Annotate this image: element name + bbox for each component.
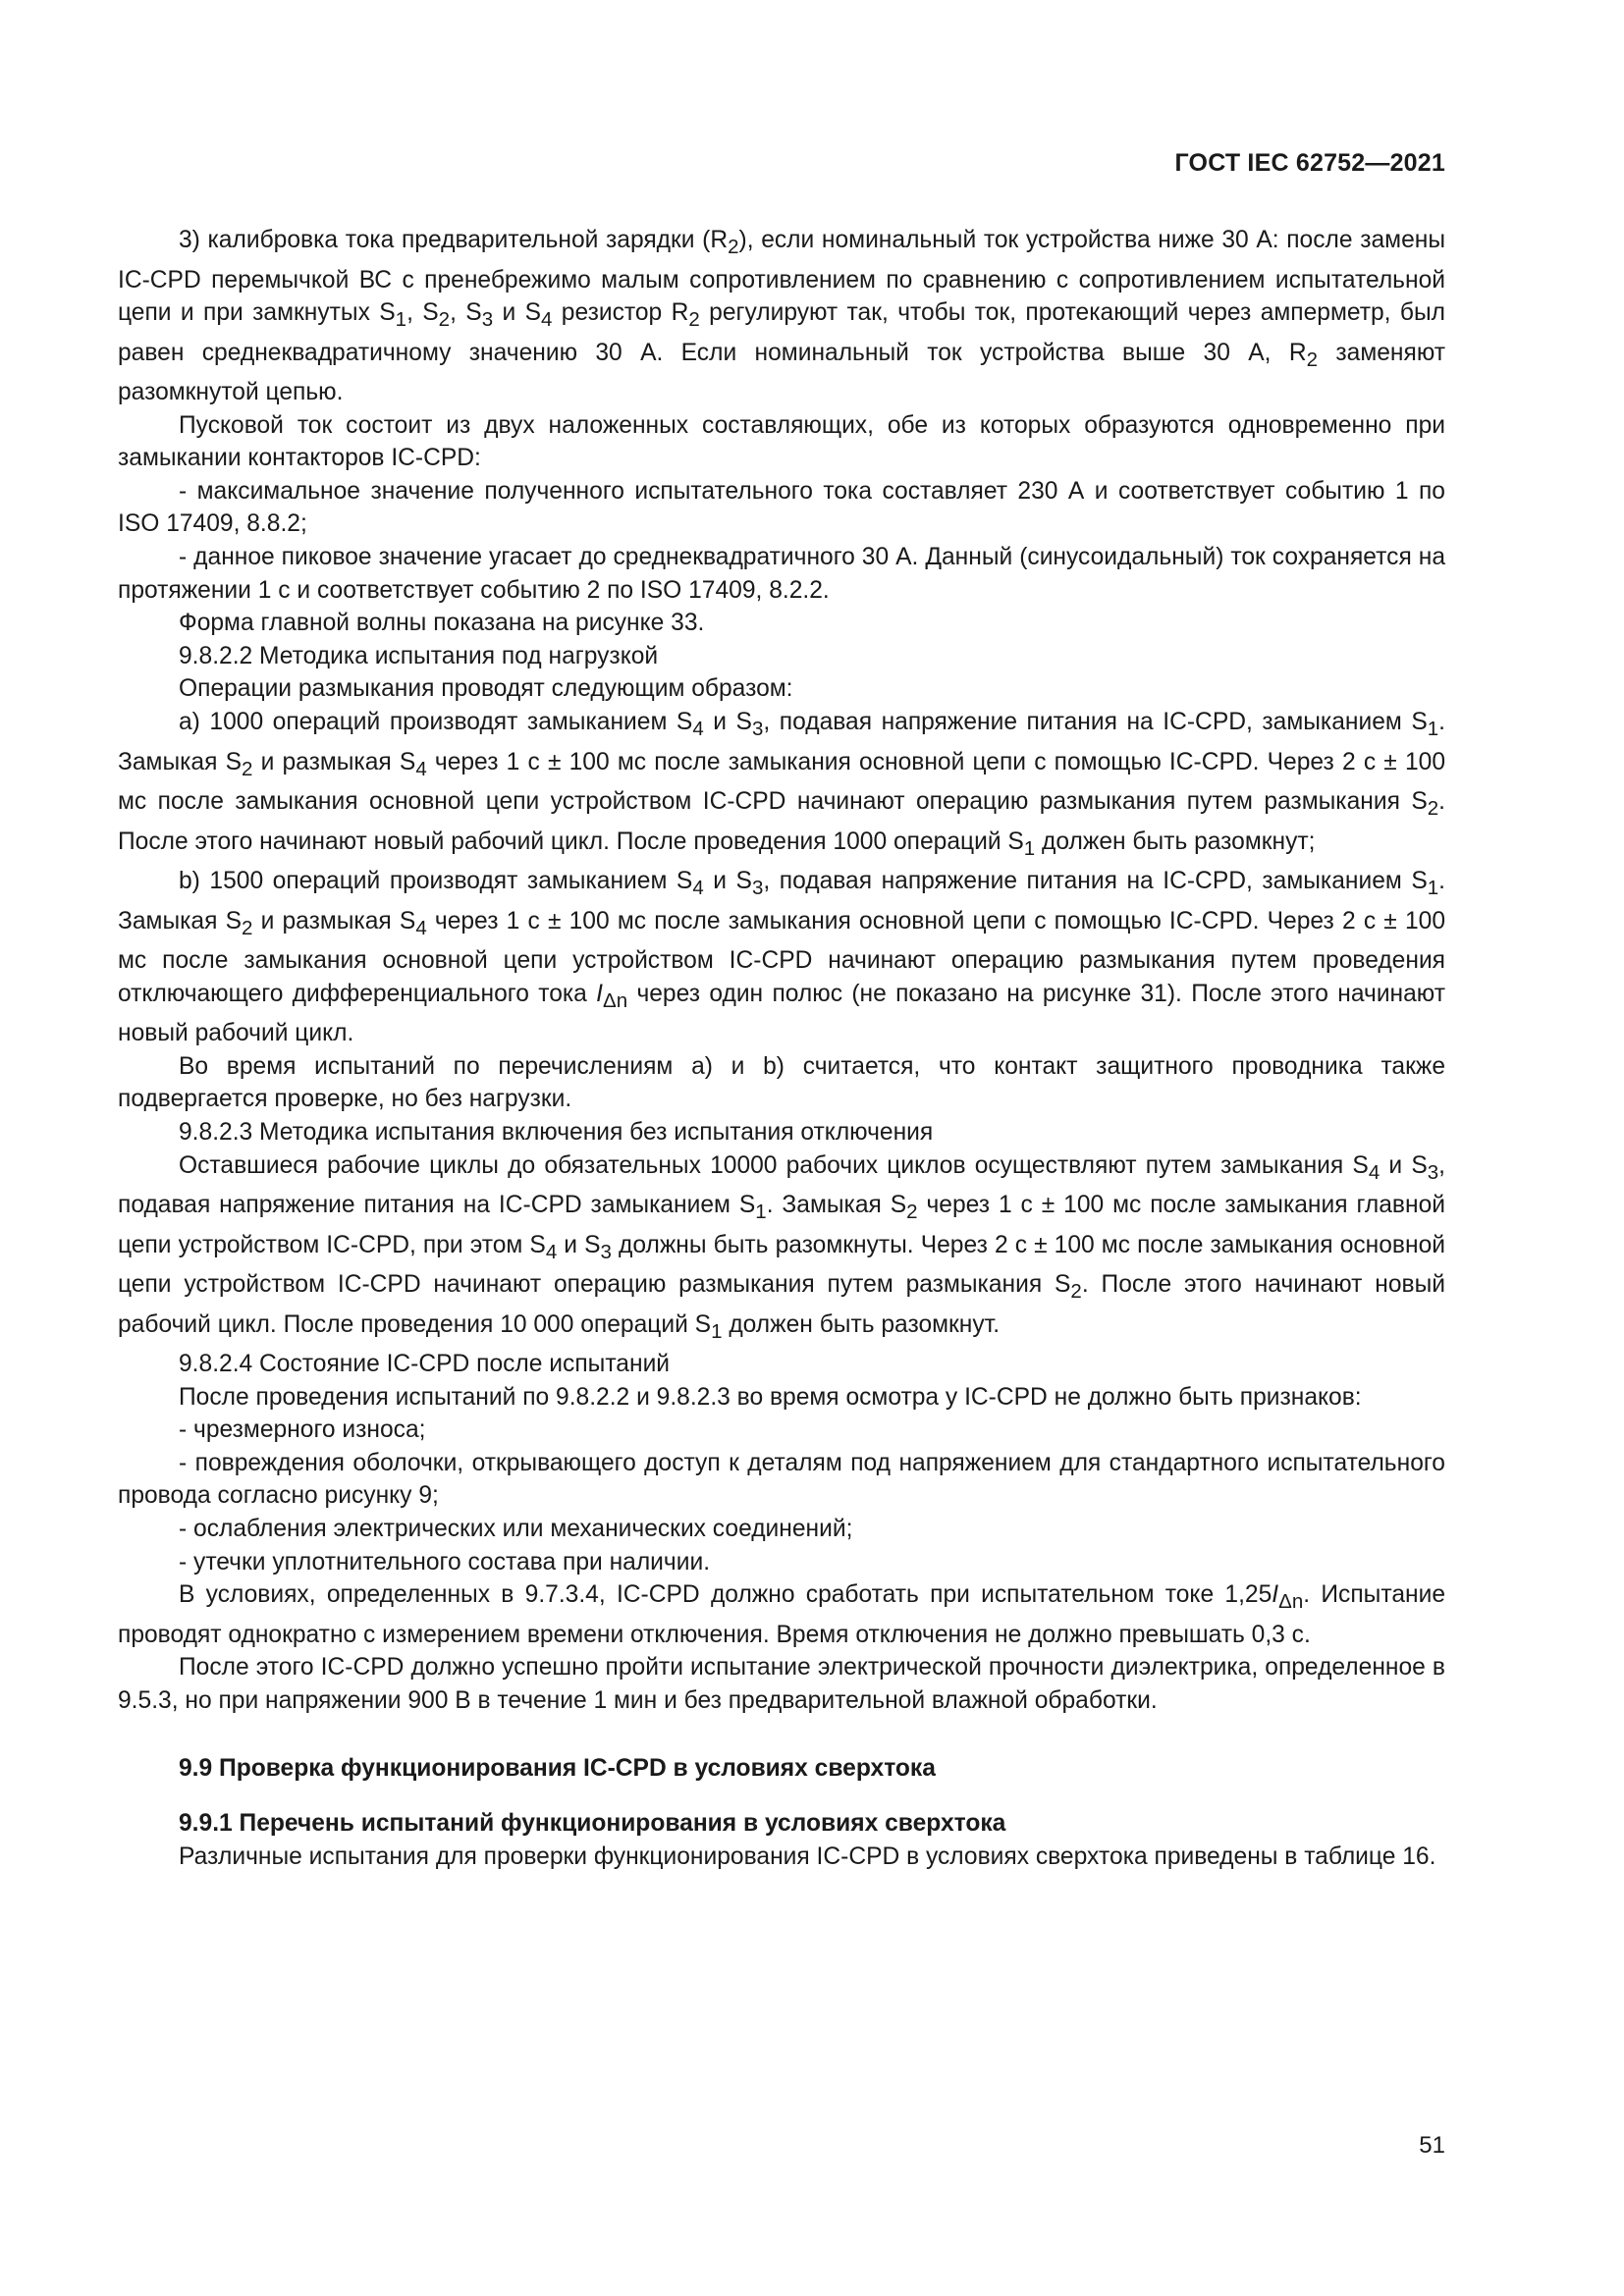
paragraph: Операции размыкания проводят следующим образом: xyxy=(179,675,793,703)
section-heading-9-9: 9.9 Проверка функционирования IC-CPD в условиях сверхтока xyxy=(179,1755,936,1783)
paragraph: Различные испытания для проверки функционирования IC-CPD в условиях сверхтока приведены в таблице 16. xyxy=(179,1842,1436,1870)
paragraph: Оставшиеся рабочие циклы до обязательных 10000 рабочих циклов осуществляют путем замыкания $S_4$ и $S_3$, подавая напряжение питания на IC-CPD замыканием $S_1$. Замыкая $S_2$ через 1 с ± 100 мс после замыкания главной цепи устройством IC-CPD, при этом $S_4$ и $S_3$ должны быть разомкнуты. Через 2 с ± 100 мс после замыкания основной цепи устройством IC-CPD начинают операцию размыкания путем размыкания $S_2$. После этого начинают новый рабочий цикл. После проведения 10 000 операций $S_1$ должен быть разомкнут. xyxy=(118,1151,1445,1343)
paragraph: 3) калибровка тока предварительной зарядки $(R_2)$, если номинальный ток устройства ниже 30 А: после замены IC-CPD перемычкой ВС с пренебрежимо малым сопротивлением по сравнению с сопротивлением испытательной цепи и при замкнутых $S_1$, $S_2$, $S_3$ и $S_4$ резистор $R_2$ регулируют так, чтобы ток, протекающий через амперметр, был равен среднеквадратичному значению 30 А. Если номинальный ток устройства выше 30 А, $R_2$ заменяют разомкнутой цепью. xyxy=(118,227,1446,406)
list-item: - утечки уплотнительного состава при наличии. xyxy=(179,1548,711,1575)
paragraph: После этого IC-CPD должно успешно пройти испытание электрической прочности диэлектрика, определенное в 9.5.3, но при напряжении 900 В в течение 1 мин и без предварительной влажной обработки. xyxy=(118,1654,1445,1714)
document-header: ГОСТ IEC 62752—2021 xyxy=(1174,149,1445,177)
list-item: - чрезмерного износа; xyxy=(179,1416,426,1444)
subsection-heading: 9.8.2.2 Методика испытания под нагрузкой xyxy=(179,642,659,669)
subsection-heading: 9.8.2.4 Состояние IC-CPD после испытаний xyxy=(179,1351,671,1377)
subsection-heading: 9.8.2.3 Методика испытания включения без испытания отключения xyxy=(179,1118,934,1146)
list-item: b) 1500 операций производят замыканием $S_4$ и $S_3$, подавая напряжение питания на IC-CPD, замыканием $S_1$. Замыкая $S_2$ и размыкая $S_4$ через 1 с ± 100 мс после замыкания основной цепи с помощью IC-CPD. Через 2 с ± 100 мс после замыкания основной цепи устройством IC-CPD начинают операцию размыкания путем проведения отключающего дифференциального тока $I_{\Delta n}$ через один полюс (не показано на рисунке 31). После этого начинают новый рабочий цикл. xyxy=(118,868,1445,1047)
list-item: - повреждения оболочки, открывающего доступ к деталям под напряжением для стандартного испытательного провода согласно рисунку 9; xyxy=(118,1449,1445,1510)
paragraph: Пусковой ток состоит из двух наложенных составляющих, обе из которых образуются одновременно при замыкании контакторов IC-CPD: xyxy=(118,411,1445,472)
list-item: - данное пиковое значение угасает до среднеквадратичного 30 А. Данный (синусоидальный) ток сохраняется на протяжении 1 с и соответствует событию 2 по ISO 17409, 8.2.2. xyxy=(118,544,1445,604)
section-heading-9-9-1: 9.9.1 Перечень испытаний функционирования в условиях сверхтока xyxy=(179,1810,1006,1838)
paragraph: Форма главной волны показана на рисунке 33. xyxy=(179,610,705,637)
paragraph: После проведения испытаний по 9.8.2.2 и 9.8.2.3 во время осмотра у IC-CPD не должно быть признаков: xyxy=(179,1383,1362,1411)
paragraph: Во время испытаний по перечислениям a) и b) считается, что контакт защитного проводника также подвергается проверке, но без нагрузки. xyxy=(118,1052,1445,1113)
list-item: - ослабления электрических или механических соединений; xyxy=(179,1515,853,1542)
paragraph: В условиях, определенных в 9.7.3.4, IC-CPD должно сработать при испытательном токе $1,25I_{\Delta n}$. Испытание проводят однократно с измерением времени отключения. Время отключения не должно превышать 0,3 с. xyxy=(118,1581,1445,1648)
list-item: - максимальное значение полученного испытательного тока составляет 230 А и соответствует событию 1 по ISO 17409, 8.8.2; xyxy=(118,477,1445,538)
page-number: 51 xyxy=(1419,2132,1445,2159)
document-body xyxy=(118,224,1445,1873)
list-item: a) 1000 операций производят замыканием $S_4$ и $S_3$, подавая напряжение питания на IC-CPD, замыканием $S_1$. Замыкая $S_2$ и размыкая $S_4$ через 1 с ± 100 мс после замыкания основной цепи с помощью IC-CPD. Через 2 с ± 100 мс после замыкания основной цепи устройством IC-CPD начинают операцию размыкания путем размыкания $S_2$. После этого начинают новый рабочий цикл. После проведения 1000 операций $S_1$ должен быть разомкнут; xyxy=(118,709,1445,860)
